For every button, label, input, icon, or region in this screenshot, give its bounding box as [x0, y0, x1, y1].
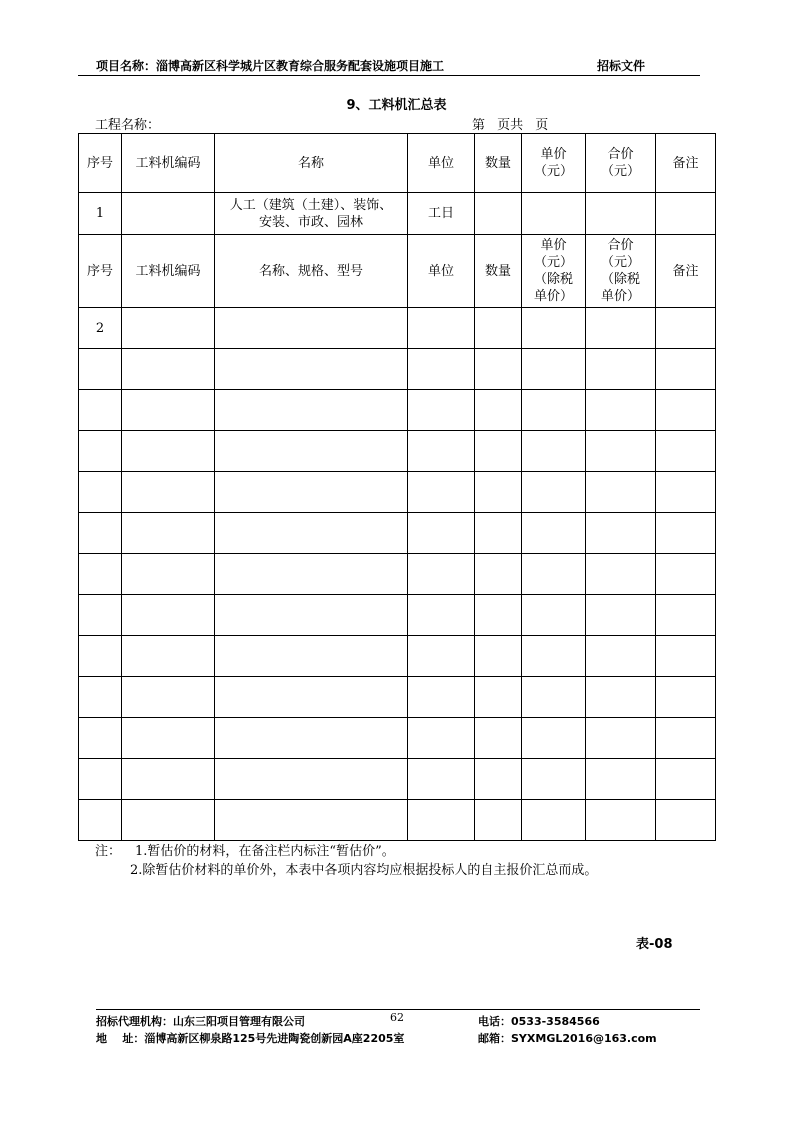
table-row	[79, 472, 716, 513]
row-remark	[656, 193, 716, 235]
table-number: 表-08	[636, 937, 673, 952]
note-item-1: 1.暂估价的材料，在备注栏内标注“暂估价”。	[135, 844, 395, 859]
col-header-total: 合价 （元）	[586, 134, 656, 193]
subheader-no: 序号	[79, 235, 122, 308]
table-header-row	[79, 134, 716, 193]
table-row	[79, 759, 716, 800]
table-row	[79, 193, 716, 235]
row-total	[586, 193, 656, 235]
header-project-name: 项目名称：淄博高新区科学城片区教育综合服务配套设施项目施工	[96, 59, 445, 73]
col-header-unit-price: 单价 （元）	[522, 134, 586, 193]
table-row	[79, 595, 716, 636]
note-item-2: 2.除暂估价材料的单价外，本表中各项内容均应根据投标人的自主报价汇总而成。	[130, 863, 598, 878]
footer-phone: 电话：0533-3584566	[478, 1015, 600, 1028]
table-row	[79, 513, 716, 554]
page-count-label: 第 页共 页	[472, 118, 549, 133]
subheader-unit-price: 单价 （元） （除税 单价）	[522, 235, 586, 308]
note-prefix: 注：	[95, 844, 122, 859]
note-1	[95, 840, 395, 859]
table-row	[79, 349, 716, 390]
table-row	[79, 554, 716, 595]
footer-email: 邮箱：SYXMGL2016@163.com	[478, 1032, 657, 1045]
page-number: 62	[390, 1011, 404, 1024]
table-row	[79, 431, 716, 472]
header-doc-type: 招标文件	[597, 59, 646, 73]
subheader-remark: 备注	[656, 235, 716, 308]
table-subheader-row	[79, 235, 716, 308]
header-divider	[78, 75, 700, 76]
table-row	[79, 677, 716, 718]
col-header-no: 序号	[79, 134, 122, 193]
row-name: 人工（建筑（土建）、装饰、 安装、市政、园林	[215, 193, 408, 235]
row-qty	[475, 193, 522, 235]
col-header-unit: 单位	[408, 134, 475, 193]
row-code	[122, 193, 215, 235]
row-no: 1	[79, 193, 122, 235]
table-row	[79, 800, 716, 841]
subheader-qty: 数量	[475, 235, 522, 308]
subheader-unit: 单位	[408, 235, 475, 308]
col-header-remark: 备注	[656, 134, 716, 193]
col-header-qty: 数量	[475, 134, 522, 193]
table-row	[79, 390, 716, 431]
subheader-code: 工料机编码	[122, 235, 215, 308]
row-unit: 工日	[408, 193, 475, 235]
col-header-name: 名称	[215, 134, 408, 193]
summary-table	[78, 133, 716, 841]
table-row	[79, 308, 716, 349]
page-title: 9、工料机汇总表	[346, 98, 447, 113]
footer-address: 地 址：淄博高新区柳泉路125号先进陶瓷创新园A座2205室	[96, 1032, 405, 1045]
footer-divider	[96, 1009, 700, 1010]
row-no: 2	[79, 308, 122, 349]
col-header-code: 工料机编码	[122, 134, 215, 193]
row-unit-price	[522, 193, 586, 235]
footer-agency: 招标代理机构：山东三阳项目管理有限公司	[96, 1015, 305, 1028]
project-name-label: 工程名称：	[95, 118, 161, 133]
subheader-name-spec: 名称、规格、型号	[215, 235, 408, 308]
table-row	[79, 718, 716, 759]
table-row	[79, 636, 716, 677]
subheader-total: 合价 （元） （除税 单价）	[586, 235, 656, 308]
